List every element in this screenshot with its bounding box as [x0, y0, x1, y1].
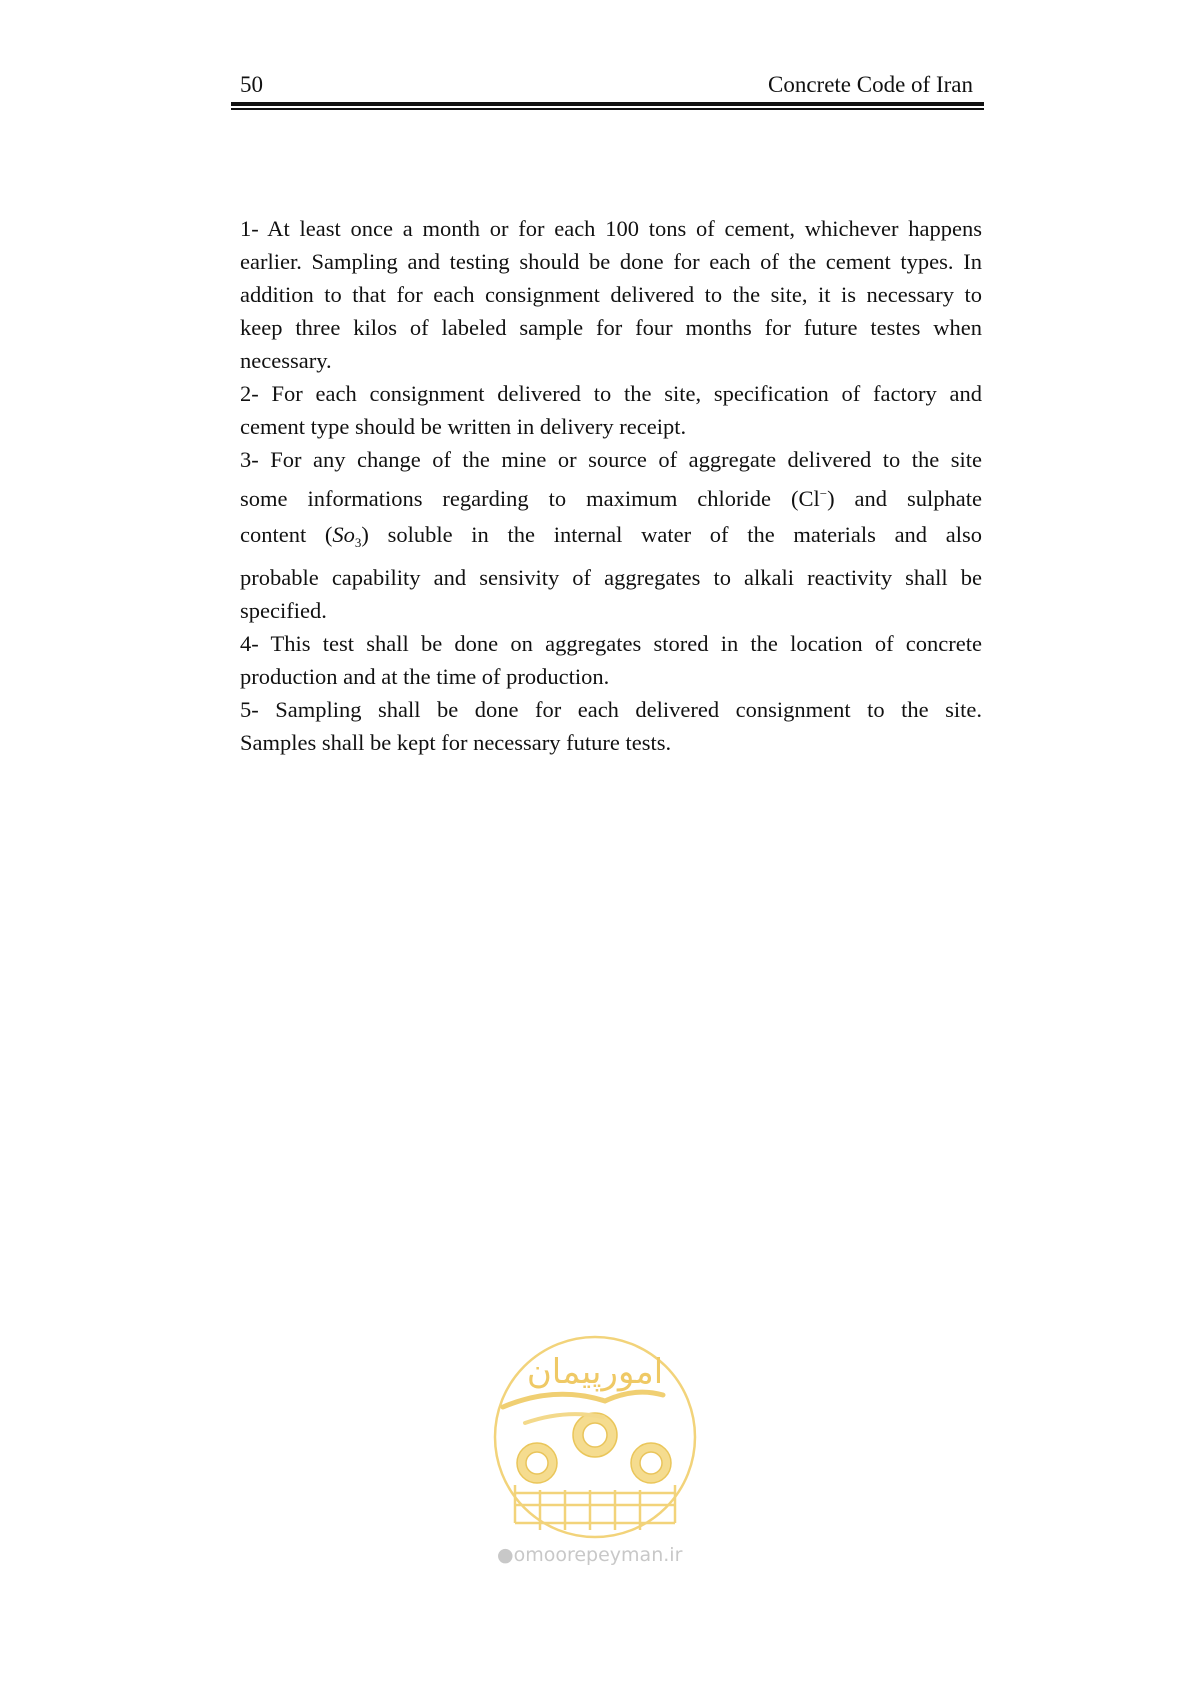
note-4 — [240, 627, 982, 693]
header-rule-thin — [231, 108, 984, 110]
globe-icon: ● — [497, 1544, 514, 1566]
sulphate-symbol: So — [332, 522, 355, 547]
note-3-text: content ( — [240, 522, 333, 547]
note-1-line: addition to that for each consignment delivered to the site, it is necessary to — [240, 282, 982, 307]
note-3-line: specified. — [240, 598, 327, 623]
watermark-caption — [497, 1544, 697, 1566]
note-3-line-chloride — [240, 476, 982, 517]
watermark-logo — [485, 1325, 705, 1569]
note-3-text: ) soluble in the internal water of the materials and also — [361, 522, 982, 547]
note-1-line: earlier. Sampling and testing should be done for each of the cement types. In — [240, 249, 982, 274]
note-3-line: 3- For any change of the mine or source of aggregate delivered to the site — [240, 447, 982, 472]
note-3-line: probable capability and sensivity of aggregates to alkali reactivity shall be — [240, 565, 982, 590]
watermark-logo-text: امورپیمان — [526, 1352, 664, 1392]
note-4-line: production and at the time of production. — [240, 664, 610, 689]
note-2-line: cement type should be written in delivery receipt. — [240, 414, 687, 439]
note-5-line: 5- Sampling shall be done for each delivered consignment to the site. — [240, 697, 982, 722]
footnotes-body — [240, 212, 982, 759]
note-5-line: Samples shall be kept for necessary future tests. — [240, 730, 672, 755]
note-4-line: 4- This test shall be done on aggregates stored in the location of concrete — [240, 631, 982, 656]
note-3 — [240, 443, 982, 627]
note-1-line: keep three kilos of labeled sample for four months for future testes when — [240, 315, 982, 340]
page-header — [231, 70, 983, 100]
note-2-line: 2- For each consignment delivered to the site, specification of factory and — [240, 381, 982, 406]
page-number: 50 — [240, 72, 263, 97]
watermark-caption-text: omoorepeyman.ir — [513, 1544, 683, 1566]
note-3-text: ) and sulphate — [827, 486, 982, 511]
sulphate-subscript: 3 — [354, 535, 362, 550]
header-rule-thick — [231, 102, 984, 106]
note-1 — [240, 212, 982, 377]
note-2 — [240, 377, 982, 443]
note-3-line-sulphate — [240, 517, 982, 561]
note-1-line: 1- At least once a month or for each 100 tons of cement, whichever happens — [240, 216, 982, 241]
note-3-text: some informations regarding to maximum chloride (Cl — [240, 486, 820, 511]
note-5 — [240, 693, 982, 759]
chloride-superscript: − — [819, 486, 828, 501]
note-1-line: necessary. — [240, 348, 332, 373]
running-title: Concrete Code of Iran — [767, 72, 973, 97]
